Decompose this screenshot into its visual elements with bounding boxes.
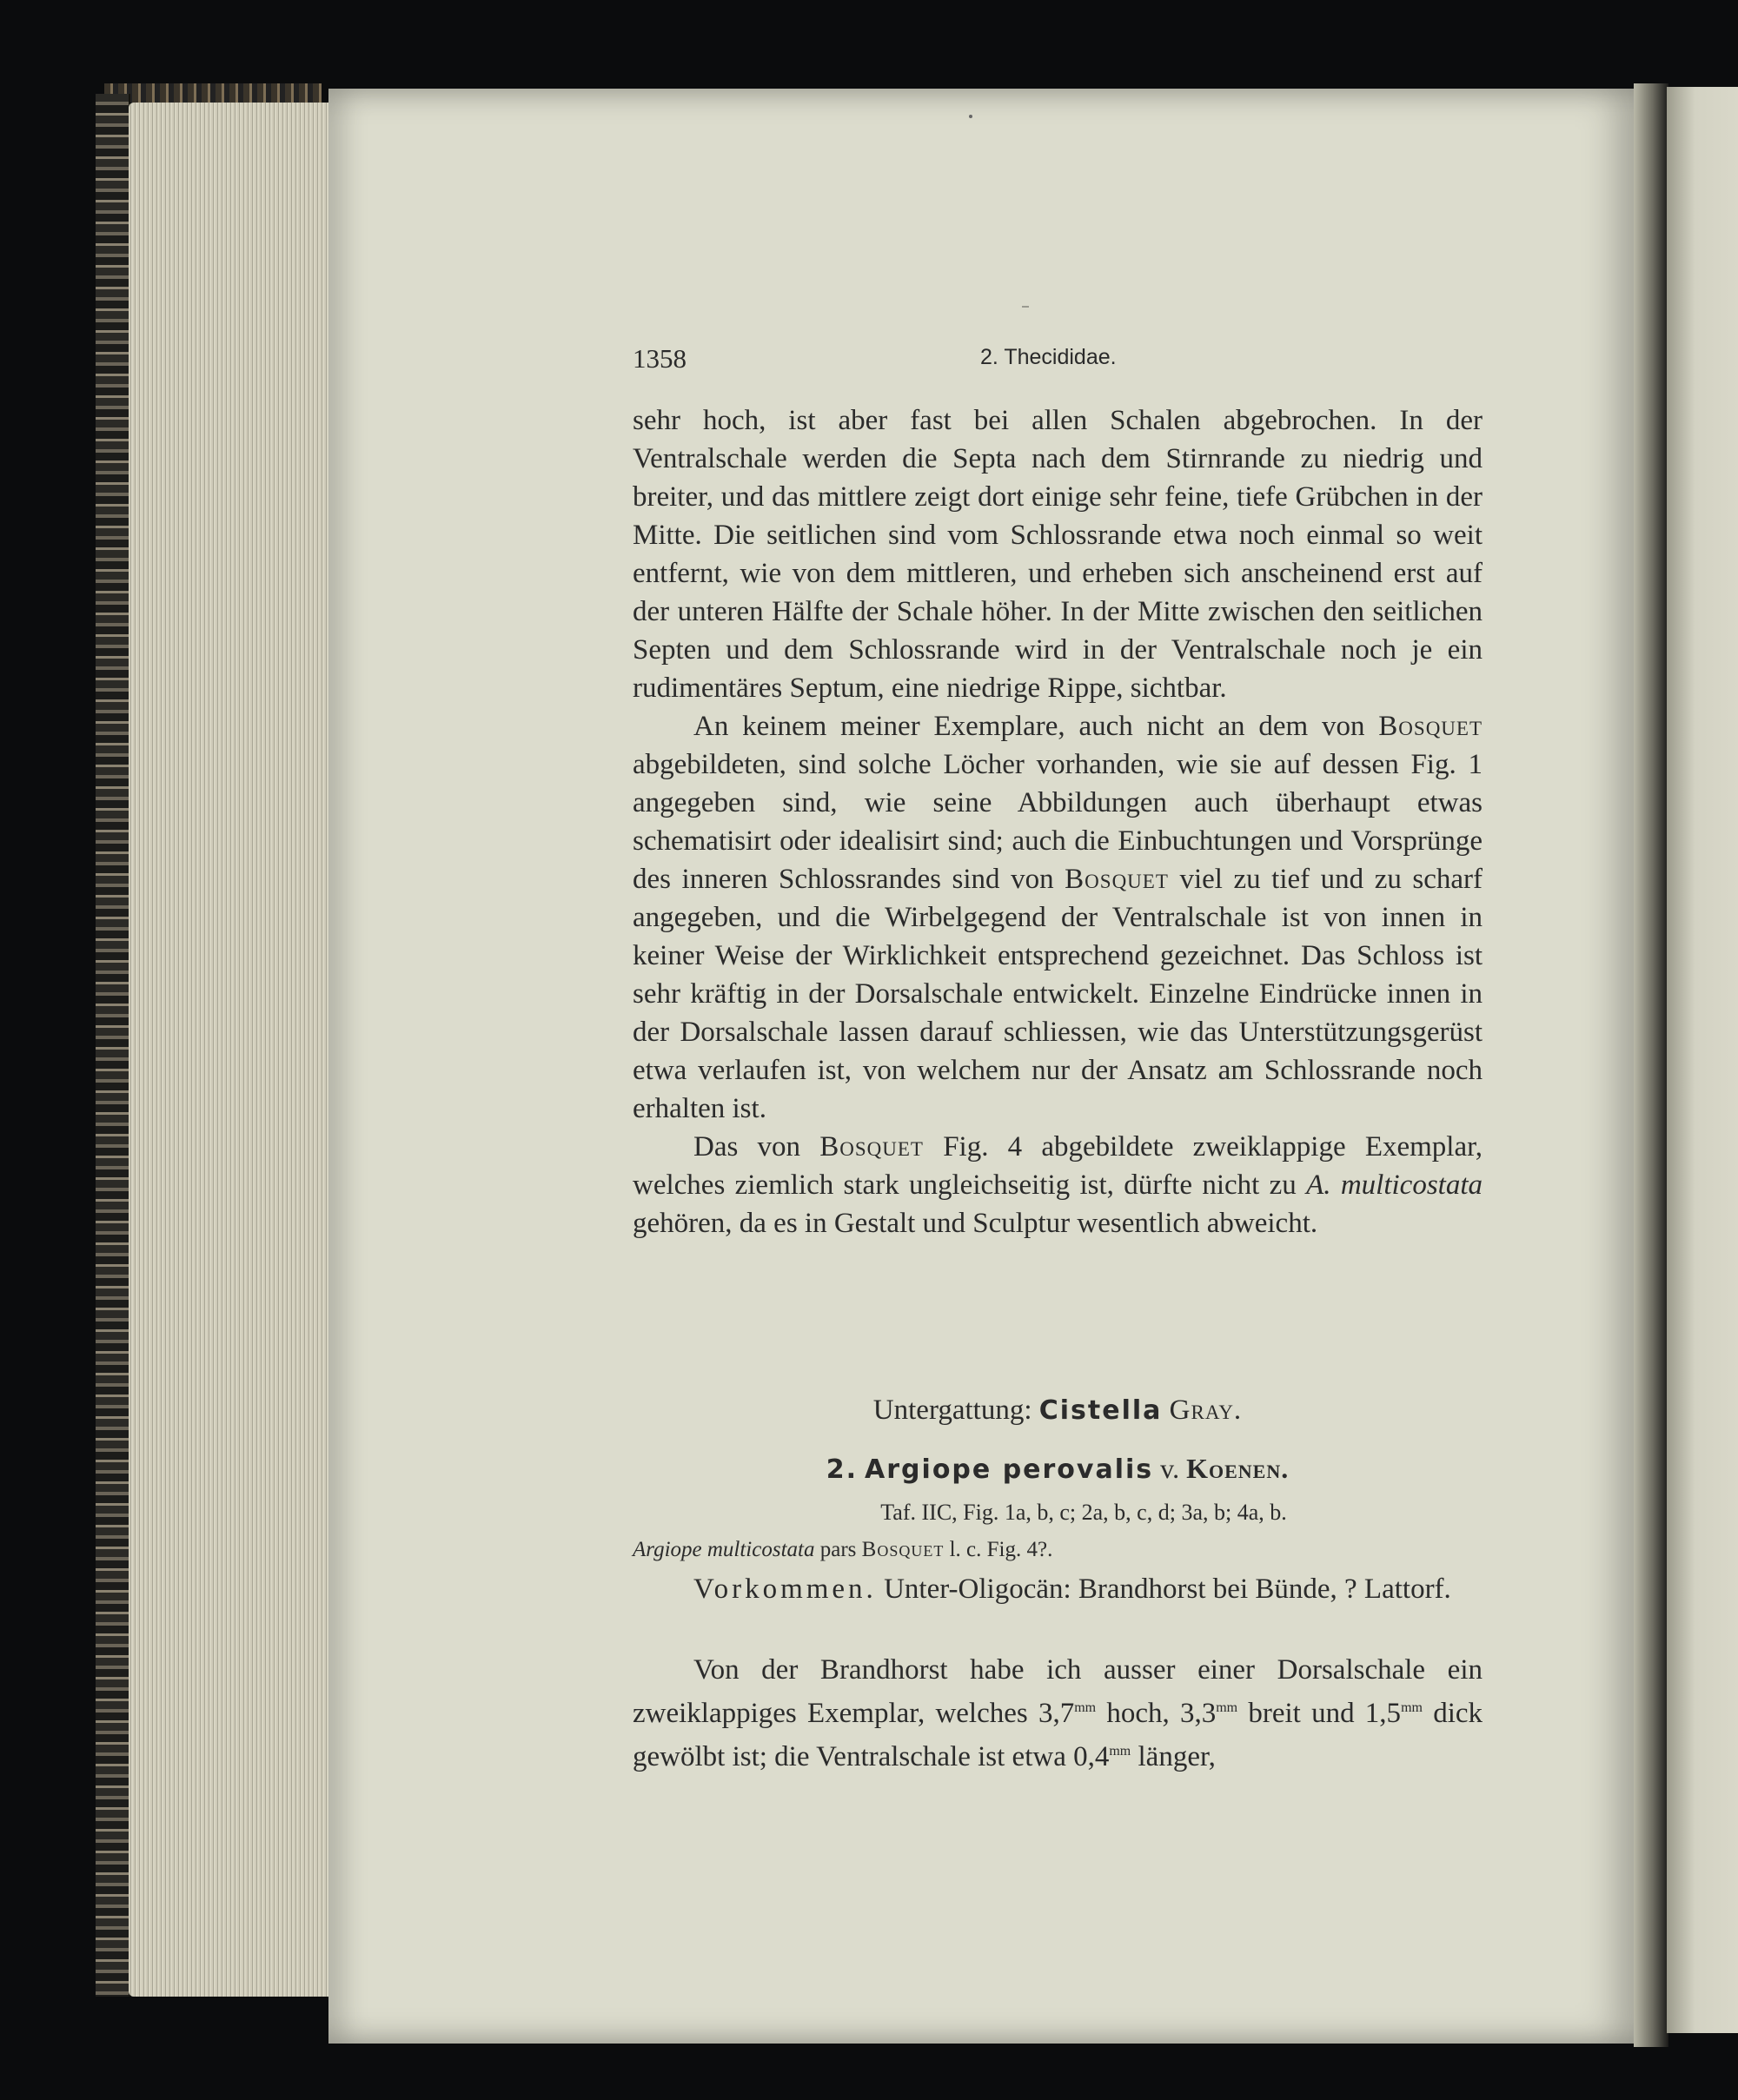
unit-mm: mm bbox=[1074, 1700, 1097, 1715]
last-paragraph-text-e: länger, bbox=[1138, 1741, 1216, 1772]
paragraph-2 bbox=[633, 707, 1483, 1128]
unit-mm: mm bbox=[1401, 1700, 1423, 1715]
last-paragraph-text bbox=[633, 1651, 1483, 1776]
subgenus-label: Untergattung: bbox=[872, 1394, 1032, 1426]
unit-mm: mm bbox=[1216, 1700, 1238, 1715]
synonym-text-b: l. c. Fig. 4?. bbox=[949, 1538, 1053, 1561]
page-speck bbox=[969, 115, 972, 118]
author-name: Bosquet bbox=[1065, 864, 1169, 895]
facing-page-edge bbox=[1667, 87, 1738, 2033]
book-top-edge bbox=[104, 83, 322, 103]
subgenus-name: Cistella bbox=[1038, 1395, 1163, 1426]
subgenus-heading bbox=[633, 1394, 1483, 1427]
page-mark bbox=[1022, 306, 1029, 308]
occurrence-paragraph bbox=[633, 1570, 1483, 1608]
author-name: Bosquet bbox=[819, 1131, 924, 1163]
paragraph-1 bbox=[633, 401, 1483, 707]
last-paragraph-text-d: dick gewölbt ist; die Ventralschale ist etwa 0,4 bbox=[633, 1698, 1483, 1772]
occurrence-label: Vorkommen. bbox=[693, 1573, 877, 1605]
paragraph-2-text-a: An keinem meiner Exemplare, auch nicht an dem von bbox=[693, 711, 1365, 742]
last-paragraph-text-b: hoch, 3,3 bbox=[1106, 1698, 1217, 1729]
occurrence-text: Unter-Oligocän: Brandhorst bei Bünde, ? Lattorf. bbox=[884, 1573, 1451, 1605]
species-number: 2. bbox=[826, 1454, 859, 1485]
last-paragraph-text-a: Von der Brandhorst habe ich ausser einer Dorsalschale ein zweiklappiges Exemplar, welches 3,7 bbox=[633, 1654, 1483, 1729]
body-text bbox=[633, 401, 1483, 1242]
paragraph-1-text: sehr hoch, ist aber fast bei allen Schalen abgebrochen. In der Ventralschale werden die Septa nach dem Stirnrande zu niedrig und breiter, und das mittlere zeigt dort einige sehr feine, tiefe Grübchen in der Mitte. Die seitlichen sind vom Schlossrande etwa noch einmal so weit entfernt, wie von dem mittleren, und erheben sich anscheinend erst auf der unteren Hälfte der Schale höher. In der Mitte zwischen den seitlichen Septen und dem Schlossrande wird in der Ventralschale noch je ein rudimentäres Septum, eine niedrige Rippe, sichtbar. bbox=[633, 405, 1483, 704]
paragraph-3-text-b: Fig. 4 abgebildete zweiklappige Exemplar, welches ziemlich stark ungleichseitig ist, dürfte nicht zu bbox=[633, 1131, 1483, 1201]
occurrence-text-wrap bbox=[633, 1570, 1483, 1608]
page-header bbox=[633, 343, 1483, 378]
species-author: Koenen. bbox=[1186, 1453, 1290, 1484]
page-stack-edges bbox=[129, 103, 330, 1997]
species-name: A. multicostata bbox=[1306, 1169, 1483, 1201]
paragraph-3-text-a: Das von bbox=[693, 1131, 801, 1163]
book-spine bbox=[96, 94, 130, 1997]
subgenus-author: Gray. bbox=[1169, 1394, 1243, 1426]
author-name: Bosquet bbox=[1378, 711, 1483, 742]
plate-reference: Taf. IIC, Fig. 1a, b, c; 2a, b, c, d; 3a, b; 4a, b. bbox=[880, 1500, 1287, 1525]
species-title: Argiope perovalis bbox=[865, 1454, 1154, 1485]
synonym-name: Argiope multicostata bbox=[633, 1538, 815, 1561]
last-paragraph-text-c: breit und 1,5 bbox=[1248, 1698, 1402, 1729]
paragraph-2-text-c: viel zu tief und zu scharf angegeben, und die Wirbelgegend der Ventralschale ist von innen in keiner Weise der Wirklichkeit entsprechend gezeichnet. Das Schloss ist sehr kräftig in der Dorsalschale entwickelt. Einzelne Eindrücke innen in der Dorsalschale lassen darauf schliessen, wie das Unterstützungsgerüst etwa verlaufen ist, von welchem nur der Ansatz am Schlossrande noch erhalten ist. bbox=[633, 864, 1483, 1124]
book-gutter bbox=[1634, 83, 1668, 2047]
species-heading bbox=[633, 1453, 1483, 1485]
page-number: 1358 bbox=[633, 343, 687, 374]
paragraph-3-text-c: gehören, da es in Gestalt und Sculptur wesentlich abweicht. bbox=[633, 1208, 1318, 1239]
running-head: 2. Thecididae. bbox=[980, 345, 1117, 369]
unit-mm: mm bbox=[1109, 1744, 1131, 1759]
last-paragraph bbox=[633, 1651, 1483, 1776]
paragraph-2-text-b: abgebildeten, sind solche Löcher vorhanden, wie sie auf dessen Fig. 1 angegeben sind, wie seine Abbildungen auch überhaupt etwas schematisirt oder idealisirt sind; auch die Einbuchtungen und Vorsprünge des inneren Schlossrandes sind von bbox=[633, 749, 1483, 895]
synonym-author: Bosquet bbox=[861, 1538, 945, 1561]
synonym-text-a: pars bbox=[819, 1538, 857, 1561]
species-author-prefix: v. bbox=[1160, 1453, 1180, 1484]
synonymy-line bbox=[633, 1538, 1483, 1562]
paragraph-3 bbox=[633, 1128, 1483, 1242]
